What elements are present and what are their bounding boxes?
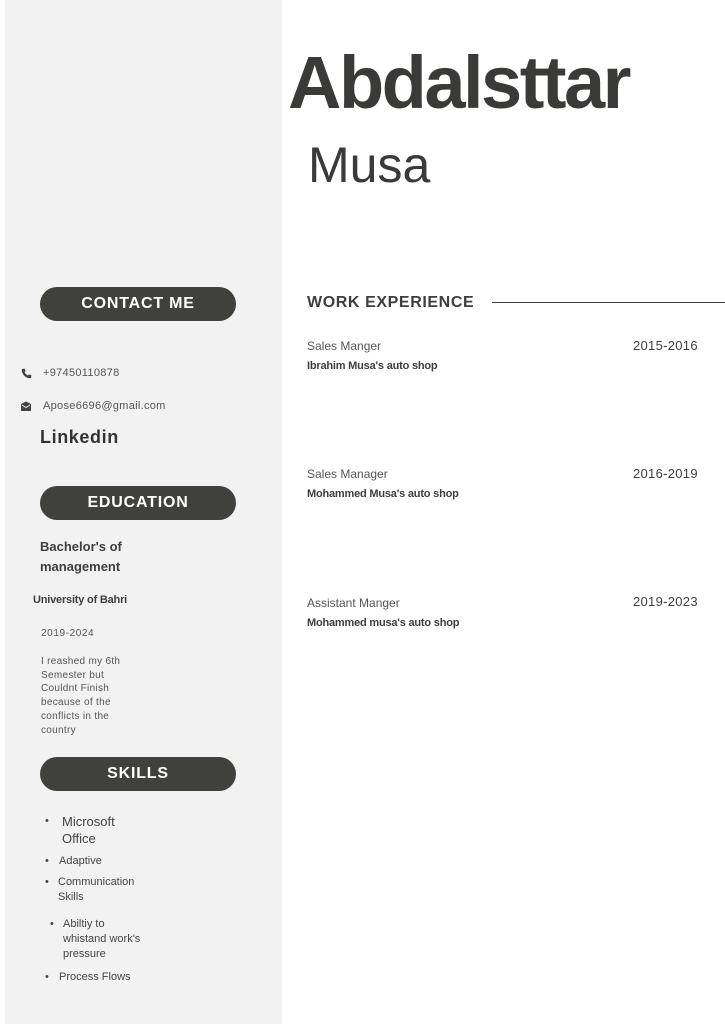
email-row xyxy=(20,400,166,412)
note-line: Semester but xyxy=(41,669,105,681)
skill-item: • Abiltiy to whistand work's pressure xyxy=(50,918,141,960)
note-line: because of the xyxy=(41,697,111,709)
skill-item: • Adaptive xyxy=(45,855,102,867)
education-heading: EDUCATION xyxy=(40,486,236,520)
skills-heading: SKILLS xyxy=(40,757,236,791)
education-years: 2019-2024 xyxy=(41,628,95,639)
note-line: Couldnt Finish xyxy=(41,683,110,695)
envelope-icon xyxy=(20,400,32,412)
job-company: Ibrahim Musa's auto shop xyxy=(307,360,438,372)
job-years: 2015-2016 xyxy=(633,338,698,353)
job-title: Sales Manger xyxy=(307,339,382,353)
job-title: Sales Manager xyxy=(307,467,388,481)
skill-item: • Process Flows xyxy=(45,971,131,983)
job-company: Mohammed musa's auto shop xyxy=(307,617,460,629)
skill-item: • Microsoft Office xyxy=(45,814,115,846)
section-divider xyxy=(492,302,725,303)
skill-line: Communication xyxy=(58,876,135,888)
email-address: Apose6696@gmail.com xyxy=(43,400,166,412)
degree xyxy=(40,537,122,577)
job-years: 2016-2019 xyxy=(633,466,698,481)
skill-line: Office xyxy=(62,831,96,846)
note-line: I reashed my 6th xyxy=(41,656,121,667)
first-name: Abdalsttar xyxy=(288,41,629,124)
skill-line: Abiltiy to xyxy=(63,918,105,930)
skill-line: Skills xyxy=(58,891,84,903)
degree-line: management xyxy=(40,559,121,574)
note-line: country xyxy=(41,724,76,736)
phone-icon xyxy=(20,367,32,379)
last-name: Musa xyxy=(308,137,431,193)
phone-number: +97450110878 xyxy=(43,367,120,379)
contact-heading: CONTACT ME xyxy=(40,287,236,321)
job-years: 2019-2023 xyxy=(633,594,698,609)
skill-item: • Communication Skills xyxy=(45,876,135,903)
note-line: conflicts in the xyxy=(41,710,110,722)
skill-line: pressure xyxy=(63,948,106,960)
job-company: Mohammed Musa's auto shop xyxy=(307,488,459,500)
skill-line: whistand work's xyxy=(63,933,141,945)
linkedin-link[interactable]: Linkedin xyxy=(40,427,119,447)
skill-line: Process Flows xyxy=(59,971,131,983)
education-note xyxy=(41,655,120,737)
skill-line: Adaptive xyxy=(59,855,102,867)
degree-line: Bachelor's of xyxy=(40,539,122,554)
skill-line: Microsoft xyxy=(62,814,115,829)
university: University of Bahri xyxy=(33,594,128,606)
phone-row xyxy=(20,367,120,379)
job-title: Assistant Manger xyxy=(307,596,400,610)
work-experience-heading: WORK EXPERIENCE xyxy=(307,294,475,311)
